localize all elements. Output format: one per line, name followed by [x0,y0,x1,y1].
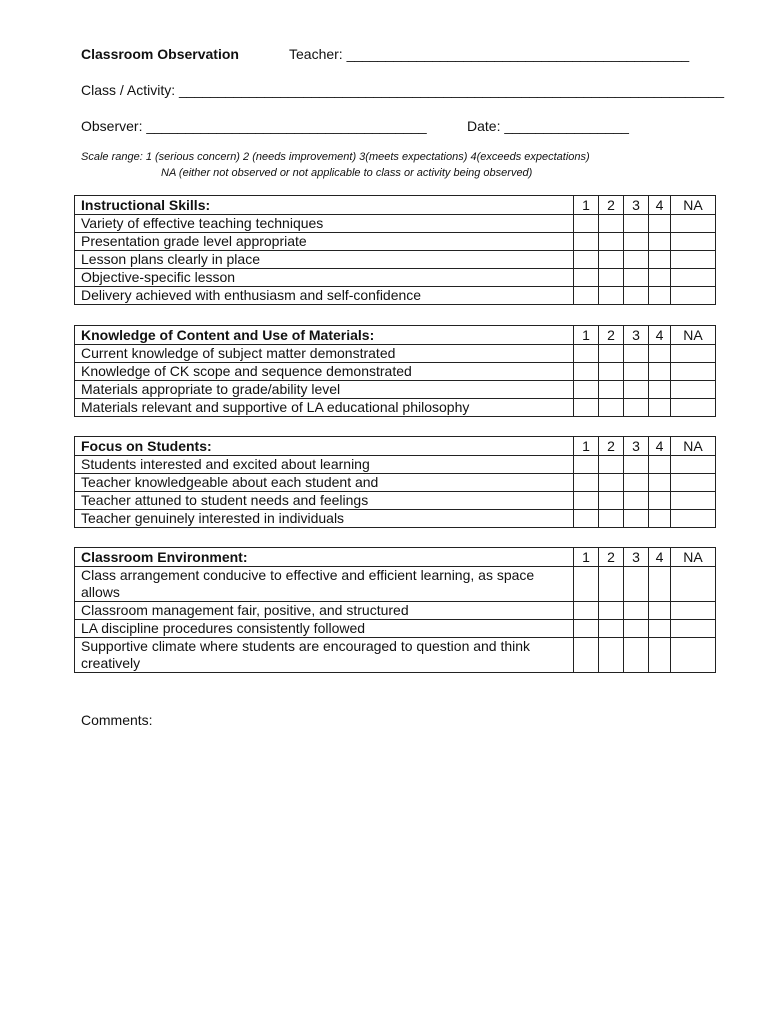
rating-cell[interactable] [574,269,599,287]
teacher-field[interactable]: Teacher: ____________________________________________ [289,46,690,62]
rating-col-2: 2 [599,437,624,456]
rating-cell[interactable] [574,399,599,417]
rating-cell[interactable] [649,456,671,474]
date-field[interactable]: Date: ________________ [467,118,629,134]
rating-cell[interactable] [624,233,649,251]
rating-cell[interactable] [671,602,716,620]
rating-cell[interactable] [574,474,599,492]
rating-cell[interactable] [671,510,716,528]
rating-cell[interactable] [574,251,599,269]
criterion-item: LA discipline procedures consistently followed [75,620,574,638]
rating-cell[interactable] [624,638,649,673]
rating-cell[interactable] [671,620,716,638]
rating-cell[interactable] [624,251,649,269]
rating-col-na: NA [671,437,716,456]
section-title: Instructional Skills: [75,196,574,215]
rating-col-2: 2 [599,326,624,345]
rating-cell[interactable] [671,251,716,269]
criterion-item: Variety of effective teaching techniques [75,215,574,233]
criterion-item: Delivery achieved with enthusiasm and self-confidence [75,287,574,305]
rating-cell[interactable] [624,399,649,417]
rating-cell[interactable] [599,510,624,528]
criterion-item: Current knowledge of subject matter demonstrated [75,345,574,363]
rating-cell[interactable] [649,287,671,305]
rating-cell[interactable] [671,363,716,381]
rating-cell[interactable] [649,620,671,638]
rating-cell[interactable] [574,620,599,638]
rating-cell[interactable] [671,287,716,305]
rating-cell[interactable] [599,638,624,673]
section-title: Focus on Students: [75,437,574,456]
rating-cell[interactable] [671,215,716,233]
class-activity-field[interactable]: Class / Activity: ______________________________________________________________________ [81,82,725,98]
rating-cell[interactable] [599,345,624,363]
rating-cell[interactable] [624,456,649,474]
rating-col-4: 4 [649,326,671,345]
rating-cell[interactable] [599,567,624,602]
rating-col-na: NA [671,548,716,567]
rating-cell[interactable] [671,567,716,602]
criterion-item: Students interested and excited about learning [75,456,574,474]
rating-cell[interactable] [574,602,599,620]
rating-col-na: NA [671,196,716,215]
rating-cell[interactable] [574,567,599,602]
rating-cell[interactable] [624,345,649,363]
section-instructional-skills [74,195,716,305]
rating-cell[interactable] [574,287,599,305]
criterion-item: Materials appropriate to grade/ability level [75,381,574,399]
rating-col-4: 4 [649,437,671,456]
rating-col-2: 2 [599,196,624,215]
rating-cell[interactable] [574,233,599,251]
rating-cell[interactable] [599,233,624,251]
rating-col-3: 3 [624,196,649,215]
rating-cell[interactable] [574,363,599,381]
rating-cell[interactable] [599,492,624,510]
rating-cell[interactable] [649,602,671,620]
rating-col-1: 1 [574,326,599,345]
rating-col-1: 1 [574,548,599,567]
rating-cell[interactable] [671,269,716,287]
criterion-item: Knowledge of CK scope and sequence demonstrated [75,363,574,381]
rating-cell[interactable] [574,510,599,528]
rating-cell[interactable] [649,215,671,233]
rating-cell[interactable] [599,251,624,269]
rating-cell[interactable] [574,345,599,363]
rating-cell[interactable] [574,638,599,673]
rating-cell[interactable] [624,215,649,233]
rating-cell[interactable] [599,602,624,620]
rating-cell[interactable] [599,474,624,492]
rating-cell[interactable] [624,381,649,399]
rating-col-2: 2 [599,548,624,567]
criterion-item: Classroom management fair, positive, and structured [75,602,574,620]
rating-cell[interactable] [671,381,716,399]
rating-cell[interactable] [599,215,624,233]
criterion-item: Teacher genuinely interested in individuals [75,510,574,528]
rating-cell[interactable] [624,287,649,305]
rating-cell[interactable] [624,620,649,638]
criterion-item: Teacher knowledgeable about each student and [75,474,574,492]
criterion-item: Teacher attuned to student needs and feelings [75,492,574,510]
rating-cell[interactable] [624,602,649,620]
rating-cell[interactable] [624,363,649,381]
rating-cell[interactable] [574,456,599,474]
rating-col-1: 1 [574,437,599,456]
criterion-item: Lesson plans clearly in place [75,251,574,269]
rating-cell[interactable] [624,474,649,492]
rating-cell[interactable] [649,399,671,417]
rating-cell[interactable] [649,381,671,399]
rating-col-4: 4 [649,196,671,215]
rating-cell[interactable] [599,381,624,399]
rating-cell[interactable] [649,251,671,269]
section-focus-on-students [74,436,716,528]
criterion-item: Supportive climate where students are encouraged to question and think creatively [75,638,574,673]
criterion-item: Materials relevant and supportive of LA educational philosophy [75,399,574,417]
rating-cell[interactable] [649,510,671,528]
rating-cell[interactable] [671,345,716,363]
rating-cell[interactable] [671,399,716,417]
rating-cell[interactable] [624,269,649,287]
rating-cell[interactable] [574,215,599,233]
rating-cell[interactable] [671,492,716,510]
comments-label: Comments: [81,712,153,728]
rating-col-4: 4 [649,548,671,567]
observer-field[interactable]: Observer: ____________________________________ [81,118,427,134]
rating-cell[interactable] [649,567,671,602]
rating-cell[interactable] [599,456,624,474]
rating-cell[interactable] [671,456,716,474]
rating-cell[interactable] [599,363,624,381]
rating-cell[interactable] [624,510,649,528]
rating-cell[interactable] [649,363,671,381]
rating-cell[interactable] [671,638,716,673]
rating-cell[interactable] [574,381,599,399]
rating-col-na: NA [671,326,716,345]
section-knowledge-of-content [74,325,716,417]
rating-cell[interactable] [599,620,624,638]
rating-cell[interactable] [574,492,599,510]
rating-cell[interactable] [671,474,716,492]
rating-cell[interactable] [671,233,716,251]
rating-col-3: 3 [624,548,649,567]
scale-range-line1: Scale range: 1 (serious concern) 2 (needs improvement) 3(meets expectations) 4(exceeds expectations) [81,151,590,163]
rating-cell[interactable] [624,567,649,602]
form-title: Classroom Observation [81,46,239,62]
criterion-item: Objective-specific lesson [75,269,574,287]
rating-col-1: 1 [574,196,599,215]
rating-cell[interactable] [649,233,671,251]
rating-col-3: 3 [624,326,649,345]
rating-cell[interactable] [599,399,624,417]
section-title: Knowledge of Content and Use of Materials: [75,326,574,345]
section-classroom-environment [74,547,716,673]
rating-cell[interactable] [624,492,649,510]
scale-range-line2: NA (either not observed or not applicable to class or activity being observed) [161,167,533,179]
rating-cell[interactable] [649,345,671,363]
criterion-item: Class arrangement conducive to effective and efficient learning, as space allows [75,567,574,602]
criterion-item: Presentation grade level appropriate [75,233,574,251]
section-title: Classroom Environment: [75,548,574,567]
rating-cell[interactable] [649,474,671,492]
rating-col-3: 3 [624,437,649,456]
rating-cell[interactable] [649,492,671,510]
rating-cell[interactable] [649,638,671,673]
rating-cell[interactable] [599,287,624,305]
rating-cell[interactable] [599,269,624,287]
rating-cell[interactable] [649,269,671,287]
